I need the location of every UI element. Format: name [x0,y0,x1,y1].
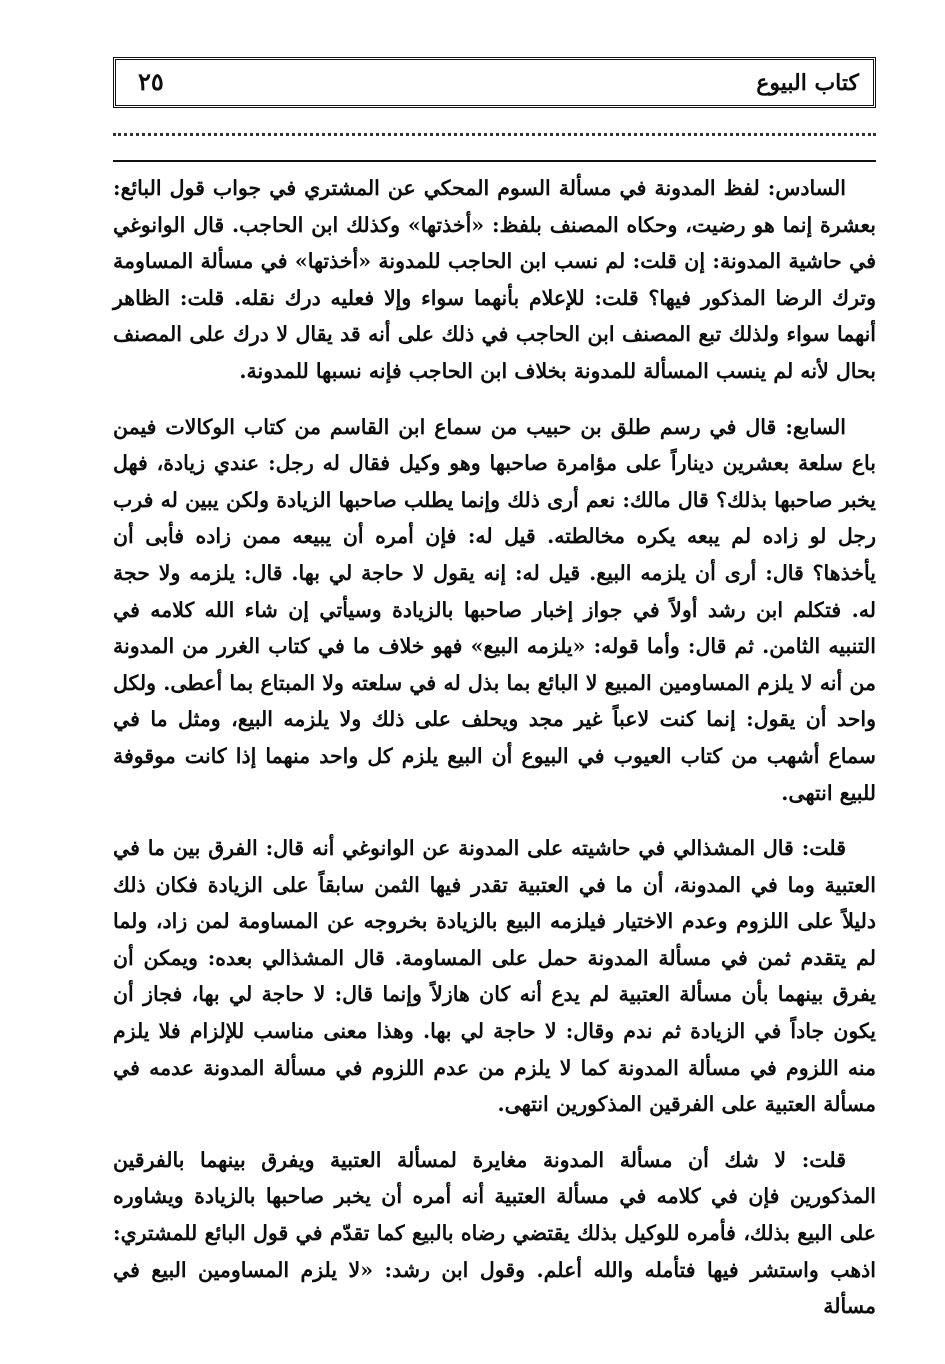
dotted-divider [113,133,876,136]
paragraph-sixth: السادس: لفظ المدونة في مسألة السوم المحكي عن المشتري في جواب قول البائع: بعشرة إنما هو رضيت، وحكاه المصنف بلفظ: «أخذتها» وكذلك ابن الحاجب. قال الوانوغي في حاشية المدونة: إن قلت: لم نسب ابن الحاجب للمدونة «أخذتها» في مسألة المساومة وترك الرضا المذكور فيها؟ قلت: للإعلام بأنهما سواء وإلا فعليه درك نقله. قلت: الظاهر أنهما سواء ولذلك تبع المصنف ابن الحاجب في ذلك على أنه قد يقال لا درك على المصنف بحال لأنه لم ينسب المسألة للمدونة بخلاف ابن الحاجب فإنه نسبها للمدونة. [113,176,876,383]
body-text [113,170,876,1325]
chapter-title: كتاب البيوع [756,70,859,96]
paragraph-conclusion: قلت: لا شك أن مسألة المدونة مغايرة لمسألة العتبية ويفرق بينهما بالفرقين المذكورين فإن في كلامه في مسألة العتبية أنه أمره أن يخبر صاحبها بالزيادة ويشاوره على البيع بذلك، فأمره للوكيل بذلك يقتضي رضاه بالبيع كما تقدّم في قول البائع للمشتري: اذهب واستشر فيها فتأمله والله أعلم. وقول ابن رشد: «لا يلزم المساومين البيع في مسألة [113,1147,876,1319]
paragraph-mashdhali: قلت: قال المشذالي في حاشيته على المدونة عن الوانوغي أنه قال: الفرق بين ما في العتبية وما في المدونة، أن ما في العتبية تقدر فيها الثمن سابقاً على الزيادة فكان ذلك دليلاً على اللزوم وعدم الاختيار فيلزمه البيع بالزيادة بخروجه عن المساومة لمن زاد، ولما لم يتقدم ثمن في مسألة المدونة حمل على المساومة. قال المشذالي بعده: ويمكن أن يفرق بينهما بأن مسألة العتبية لم يدع أنه كان هازلاً وإنما قال: لا حاجة لي بها، فجاز أن يكون جاداً في الزيادة ثم ندم وقال: لا حاجة لي بها. وهذا معنى مناسب للإلزام فلا يلزم منه اللزوم في مسألة المدونة كما لا يلزم من عدم اللزوم في مسألة المدونة عدمه في مسألة العتبية على الفرقين المذكورين انتهى. [113,836,876,1117]
running-header [113,57,876,108]
page-number: ٢٥ [138,67,164,96]
solid-divider [113,160,876,162]
paragraph-seventh: السابع: قال في رسم طلق بن حبيب من سماع ابن القاسم من كتاب الوكالات فيمن باع سلعة بعشرين ديناراً على مؤامرة صاحبها وهو وكيل فقال له رجل: عندي زيادة، فهل يخبر صاحبها بذلك؟ قال مالك: نعم أرى ذلك وإنما يطلب صاحبها الزيادة ولكن يبين له فرب رجل لو زاده لم يبعه يكره مخالطته. قيل له: فإن أمره أن يبيعه ممن زاده فأبى أن يأخذها؟ قال: أرى أن يلزمه البيع. قيل له: إنه يقول لا حاجة لي بها. قال: يلزمه ولا حجة له. فتكلم ابن رشد أولاً في جواز إخبار صاحبها بالزيادة وسيأتي إن شاء الله كلامه في التنبيه الثامن. ثم قال: وأما قوله: «يلزمه البيع» فهو خلاف ما في كتاب الغرر من المدونة من أنه لا يلزم المساومين المبيع لا البائع بما بذل له في سلعته ولا المبتاع بما أعطى. ولكل واحد أن يقول: إنما كنت لاعباً غير مجد ويحلف على ذلك ولا يلزمه البيع، ومثل ما في سماع أشهب من كتاب العيوب في البيوع أن البيع يلزم كل واحد منهما إذا كانت موقوفة للبيع انتهى. [113,414,876,805]
